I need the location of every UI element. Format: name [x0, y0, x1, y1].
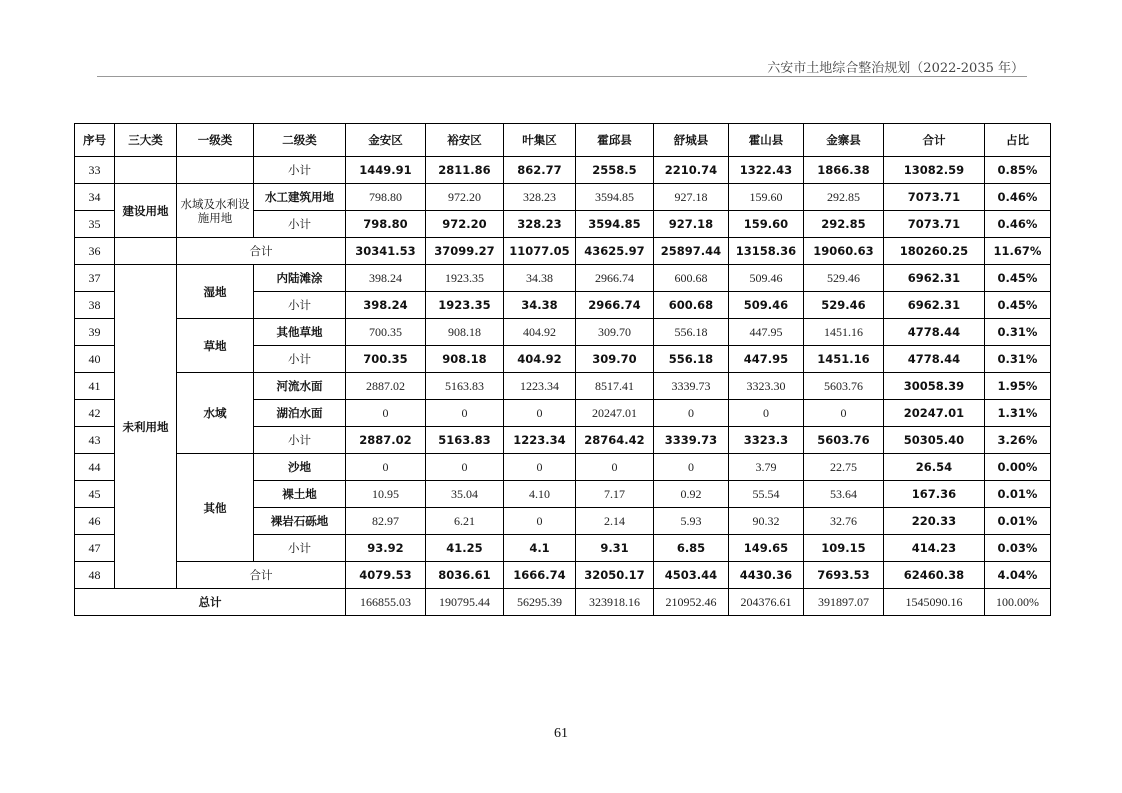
value-cell: 5163.83 [426, 427, 504, 454]
value-cell: 19060.63 [804, 238, 884, 265]
value-cell: 13158.36 [729, 238, 804, 265]
grand-total-label: 总计 [75, 589, 346, 616]
col-header: 金安区 [346, 124, 426, 157]
value-cell: 1223.34 [504, 373, 576, 400]
value-cell: 447.95 [729, 319, 804, 346]
subclass-cell: 小计 [254, 157, 346, 184]
row-seq: 38 [75, 292, 115, 319]
subclass-cell: 河流水面 [254, 373, 346, 400]
category-cell: 水域 [177, 373, 254, 454]
row-total: 4778.44 [884, 319, 985, 346]
row-total: 180260.25 [884, 238, 985, 265]
value-cell: 3339.73 [654, 427, 729, 454]
value-cell: 22.75 [804, 454, 884, 481]
value-cell: 37099.27 [426, 238, 504, 265]
row-seq: 45 [75, 481, 115, 508]
value-cell: 798.80 [346, 184, 426, 211]
class-cell [177, 157, 254, 184]
value-cell: 4.10 [504, 481, 576, 508]
value-cell: 3323.3 [729, 427, 804, 454]
category-cell: 湿地 [177, 265, 254, 319]
row-percent: 0.85% [985, 157, 1051, 184]
row-seq: 37 [75, 265, 115, 292]
row-percent: 0.01% [985, 481, 1051, 508]
row-total: 6962.31 [884, 292, 985, 319]
value-cell: 5163.83 [426, 373, 504, 400]
value-cell: 447.95 [729, 346, 804, 373]
value-cell: 0 [426, 454, 504, 481]
value-cell: 1923.35 [426, 265, 504, 292]
table-header-row [75, 124, 1051, 157]
value-cell: 82.97 [346, 508, 426, 535]
value-cell: 0 [504, 400, 576, 427]
value-cell: 700.35 [346, 346, 426, 373]
col-header: 一级类 [177, 124, 254, 157]
value-cell: 529.46 [804, 265, 884, 292]
value-cell: 509.46 [729, 292, 804, 319]
row-seq: 39 [75, 319, 115, 346]
value-cell: 5603.76 [804, 427, 884, 454]
value-cell: 1866.38 [804, 157, 884, 184]
row-seq: 44 [75, 454, 115, 481]
value-cell: 1322.43 [729, 157, 804, 184]
value-cell: 2966.74 [576, 265, 654, 292]
row-total: 50305.40 [884, 427, 985, 454]
category-cell: 建设用地 [115, 184, 177, 238]
row-percent: 0.46% [985, 211, 1051, 238]
land-use-table [74, 123, 1051, 616]
value-cell: 4079.53 [346, 562, 426, 589]
value-cell: 8517.41 [576, 373, 654, 400]
value-cell: 0 [346, 454, 426, 481]
document-header-title: 六安市土地综合整治规划（2022-2035 年） [767, 61, 1024, 76]
row-total: 7073.71 [884, 211, 985, 238]
category-cell: 草地 [177, 319, 254, 373]
header-rule [97, 76, 1027, 77]
value-cell: 93.92 [346, 535, 426, 562]
row-total: 6962.31 [884, 265, 985, 292]
value-cell: 798.80 [346, 211, 426, 238]
row-percent: 4.04% [985, 562, 1051, 589]
category-cell: 水域及水利设施用地 [177, 184, 254, 238]
value-cell: 2.14 [576, 508, 654, 535]
value-cell: 3594.85 [576, 184, 654, 211]
row-total: 20247.01 [884, 400, 985, 427]
grand-total-total: 1545090.16 [884, 589, 985, 616]
row-percent: 0.45% [985, 292, 1051, 319]
value-cell: 908.18 [426, 319, 504, 346]
value-cell: 3339.73 [654, 373, 729, 400]
value-cell: 0 [729, 400, 804, 427]
value-cell: 159.60 [729, 211, 804, 238]
value-cell: 328.23 [504, 184, 576, 211]
row-seq: 43 [75, 427, 115, 454]
row-seq: 47 [75, 535, 115, 562]
value-cell: 927.18 [654, 184, 729, 211]
grand-total-value: 56295.39 [504, 589, 576, 616]
value-cell: 972.20 [426, 211, 504, 238]
value-cell: 1223.34 [504, 427, 576, 454]
subclass-cell: 小计 [254, 346, 346, 373]
value-cell: 32.76 [804, 508, 884, 535]
value-cell: 0 [654, 400, 729, 427]
table-row [75, 454, 1051, 481]
value-cell: 3323.30 [729, 373, 804, 400]
value-cell: 3594.85 [576, 211, 654, 238]
grand-total-value: 210952.46 [654, 589, 729, 616]
row-percent: 0.31% [985, 319, 1051, 346]
value-cell: 0.92 [654, 481, 729, 508]
value-cell: 6.21 [426, 508, 504, 535]
value-cell: 30341.53 [346, 238, 426, 265]
row-total: 167.36 [884, 481, 985, 508]
subclass-cell: 沙地 [254, 454, 346, 481]
value-cell: 2966.74 [576, 292, 654, 319]
value-cell: 7693.53 [804, 562, 884, 589]
row-percent: 0.00% [985, 454, 1051, 481]
value-cell: 10.95 [346, 481, 426, 508]
page-number: 61 [554, 726, 568, 741]
value-cell: 292.85 [804, 184, 884, 211]
value-cell: 0 [426, 400, 504, 427]
value-cell: 41.25 [426, 535, 504, 562]
subclass-cell: 湖泊水面 [254, 400, 346, 427]
category-cell: 其他 [177, 454, 254, 562]
value-cell: 0 [654, 454, 729, 481]
row-percent: 0.01% [985, 508, 1051, 535]
row-percent: 0.31% [985, 346, 1051, 373]
value-cell: 1923.35 [426, 292, 504, 319]
table-row [75, 184, 1051, 211]
value-cell: 149.65 [729, 535, 804, 562]
row-seq: 46 [75, 508, 115, 535]
col-header: 叶集区 [504, 124, 576, 157]
value-cell: 556.18 [654, 346, 729, 373]
grand-total-value: 391897.07 [804, 589, 884, 616]
col-header: 舒城县 [654, 124, 729, 157]
row-percent: 1.31% [985, 400, 1051, 427]
value-cell: 90.32 [729, 508, 804, 535]
value-cell: 328.23 [504, 211, 576, 238]
row-percent: 0.45% [985, 265, 1051, 292]
row-seq: 33 [75, 157, 115, 184]
subtotal-label: 合计 [177, 562, 346, 589]
subclass-cell: 水工建筑用地 [254, 184, 346, 211]
value-cell: 927.18 [654, 211, 729, 238]
value-cell: 25897.44 [654, 238, 729, 265]
value-cell: 34.38 [504, 265, 576, 292]
value-cell: 404.92 [504, 346, 576, 373]
col-header: 占比 [985, 124, 1051, 157]
table-row [75, 373, 1051, 400]
row-total: 4778.44 [884, 346, 985, 373]
value-cell: 6.85 [654, 535, 729, 562]
row-percent: 1.95% [985, 373, 1051, 400]
value-cell: 398.24 [346, 292, 426, 319]
value-cell: 700.35 [346, 319, 426, 346]
value-cell: 8036.61 [426, 562, 504, 589]
row-total: 26.54 [884, 454, 985, 481]
row-percent: 0.03% [985, 535, 1051, 562]
value-cell: 1451.16 [804, 319, 884, 346]
row-total: 62460.38 [884, 562, 985, 589]
col-header: 二级类 [254, 124, 346, 157]
value-cell: 529.46 [804, 292, 884, 319]
value-cell: 4430.36 [729, 562, 804, 589]
col-header: 金寨县 [804, 124, 884, 157]
value-cell: 2210.74 [654, 157, 729, 184]
row-percent: 11.67% [985, 238, 1051, 265]
row-total: 13082.59 [884, 157, 985, 184]
value-cell: 0 [804, 400, 884, 427]
value-cell: 3.79 [729, 454, 804, 481]
value-cell: 292.85 [804, 211, 884, 238]
category-cell: 未利用地 [115, 265, 177, 589]
value-cell: 55.54 [729, 481, 804, 508]
value-cell: 0 [504, 508, 576, 535]
value-cell: 0 [576, 454, 654, 481]
value-cell: 4.1 [504, 535, 576, 562]
row-seq: 40 [75, 346, 115, 373]
value-cell: 109.15 [804, 535, 884, 562]
value-cell: 2887.02 [346, 373, 426, 400]
category-cell [115, 238, 177, 265]
value-cell: 20247.01 [576, 400, 654, 427]
col-header: 霍邱县 [576, 124, 654, 157]
grand-total-value: 323918.16 [576, 589, 654, 616]
value-cell: 2887.02 [346, 427, 426, 454]
value-cell: 9.31 [576, 535, 654, 562]
row-percent: 0.46% [985, 184, 1051, 211]
table-row [75, 265, 1051, 292]
subclass-cell: 小计 [254, 292, 346, 319]
value-cell: 32050.17 [576, 562, 654, 589]
subclass-cell: 内陆滩涂 [254, 265, 346, 292]
row-total: 414.23 [884, 535, 985, 562]
value-cell: 2558.5 [576, 157, 654, 184]
row-total: 220.33 [884, 508, 985, 535]
subclass-cell: 小计 [254, 535, 346, 562]
subclass-cell: 裸土地 [254, 481, 346, 508]
grand-total-value: 166855.03 [346, 589, 426, 616]
value-cell: 0 [346, 400, 426, 427]
value-cell: 11077.05 [504, 238, 576, 265]
grand-total-row [75, 589, 1051, 616]
col-header: 合计 [884, 124, 985, 157]
grand-total-value: 190795.44 [426, 589, 504, 616]
table-row [75, 238, 1051, 265]
value-cell: 159.60 [729, 184, 804, 211]
value-cell: 0 [504, 454, 576, 481]
row-seq: 36 [75, 238, 115, 265]
row-total: 7073.71 [884, 184, 985, 211]
value-cell: 600.68 [654, 265, 729, 292]
grand-total-value: 204376.61 [729, 589, 804, 616]
value-cell: 862.77 [504, 157, 576, 184]
subclass-cell: 小计 [254, 211, 346, 238]
cat-cell [115, 157, 177, 184]
value-cell: 309.70 [576, 319, 654, 346]
table-row [75, 319, 1051, 346]
value-cell: 5.93 [654, 508, 729, 535]
value-cell: 556.18 [654, 319, 729, 346]
value-cell: 398.24 [346, 265, 426, 292]
row-seq: 35 [75, 211, 115, 238]
row-seq: 41 [75, 373, 115, 400]
value-cell: 7.17 [576, 481, 654, 508]
col-header: 三大类 [115, 124, 177, 157]
subclass-cell: 其他草地 [254, 319, 346, 346]
value-cell: 908.18 [426, 346, 504, 373]
value-cell: 43625.97 [576, 238, 654, 265]
value-cell: 972.20 [426, 184, 504, 211]
value-cell: 4503.44 [654, 562, 729, 589]
subclass-cell: 小计 [254, 427, 346, 454]
col-header: 裕安区 [426, 124, 504, 157]
subclass-cell: 裸岩石砾地 [254, 508, 346, 535]
grand-total-pct: 100.00% [985, 589, 1051, 616]
value-cell: 404.92 [504, 319, 576, 346]
value-cell: 5603.76 [804, 373, 884, 400]
value-cell: 34.38 [504, 292, 576, 319]
value-cell: 35.04 [426, 481, 504, 508]
row-seq: 48 [75, 562, 115, 589]
row-seq: 34 [75, 184, 115, 211]
value-cell: 1451.16 [804, 346, 884, 373]
row-total: 30058.39 [884, 373, 985, 400]
value-cell: 2811.86 [426, 157, 504, 184]
row-percent: 3.26% [985, 427, 1051, 454]
row-seq: 42 [75, 400, 115, 427]
value-cell: 509.46 [729, 265, 804, 292]
value-cell: 1449.91 [346, 157, 426, 184]
value-cell: 1666.74 [504, 562, 576, 589]
subtotal-label: 合计 [177, 238, 346, 265]
value-cell: 600.68 [654, 292, 729, 319]
value-cell: 53.64 [804, 481, 884, 508]
table-row [75, 562, 1051, 589]
value-cell: 309.70 [576, 346, 654, 373]
col-header: 霍山县 [729, 124, 804, 157]
value-cell: 28764.42 [576, 427, 654, 454]
col-header: 序号 [75, 124, 115, 157]
table-row [75, 157, 1051, 184]
